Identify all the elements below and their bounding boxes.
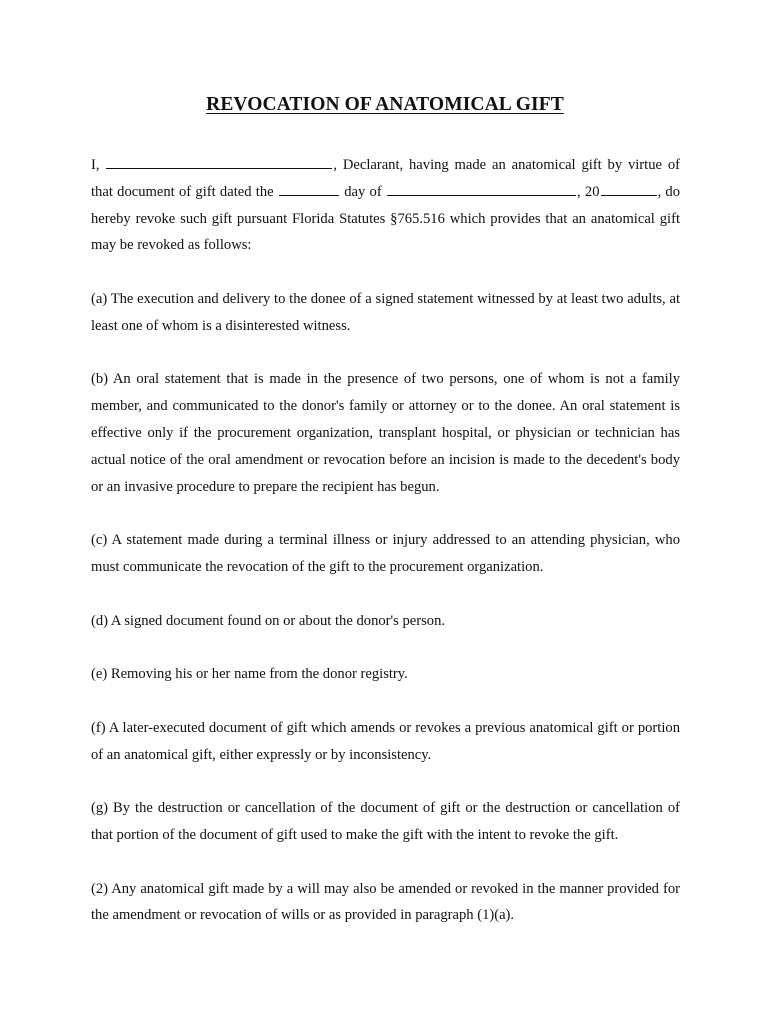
item-g: (g) By the destruction or cancellation of the document of gift or the destruction or cancellation of that portion of the document of gift used to make the gift with the intent to revoke the gift. bbox=[91, 800, 680, 843]
intro-paragraph bbox=[91, 152, 680, 259]
item-b: (b) An oral statement that is made in the presence of two persons, one of whom is not a family member, and communicated to the donor's family or attorney or to the donee. An oral statement is effective only if the procurement organization, transplant hospital, or physician or technician has actual notice of the oral amendment or revocation before an incision is made to the decedent's body or an invasive procedure to prepare the recipient has begun. bbox=[91, 371, 680, 495]
gift-year-blank[interactable] bbox=[601, 181, 657, 196]
intro-text-1: I, bbox=[91, 157, 100, 173]
gift-month-blank[interactable] bbox=[387, 181, 576, 196]
item-e: (e) Removing his or her name from the donor registry. bbox=[91, 666, 408, 683]
intro-text-2: , Declarant, having made an anatomical gift by virtue of that document of gift dated the bbox=[91, 157, 680, 200]
gift-day-blank[interactable] bbox=[279, 181, 339, 196]
document-body bbox=[91, 152, 680, 929]
item-a: (a) The execution and delivery to the donee of a signed statement witnessed by at least two adults, at least one of whom is a disinterested witness. bbox=[91, 290, 680, 334]
item-f: (f) A later-executed document of gift which amends or revokes a previous anatomical gift or portion of an anatomical gift, either expressly or by inconsistency. bbox=[91, 719, 680, 763]
page-title: REVOCATION OF ANATOMICAL GIFT bbox=[206, 94, 564, 115]
item-2: (2) Any anatomical gift made by a will may also be amended or revoked in the manner provided for the amendment or revocation of wills or as provided in paragraph (1)(a). bbox=[91, 880, 680, 924]
intro-text-4: , 20 bbox=[576, 183, 600, 200]
intro-text-3: day of bbox=[344, 183, 382, 200]
item-d: (d) A signed document found on or about the donor's person. bbox=[91, 612, 446, 629]
intro-text-5: , do hereby revoke such gift pursuant Florida Statutes §765.516 which provides that an anatomical gift may be revoked as follows: bbox=[91, 183, 681, 254]
item-c: (c) A statement made during a terminal illness or injury addressed to an attending physician, who must communicate the revocation of the gift to the procurement organization. bbox=[91, 532, 680, 575]
declarant-name-blank[interactable] bbox=[106, 154, 332, 169]
